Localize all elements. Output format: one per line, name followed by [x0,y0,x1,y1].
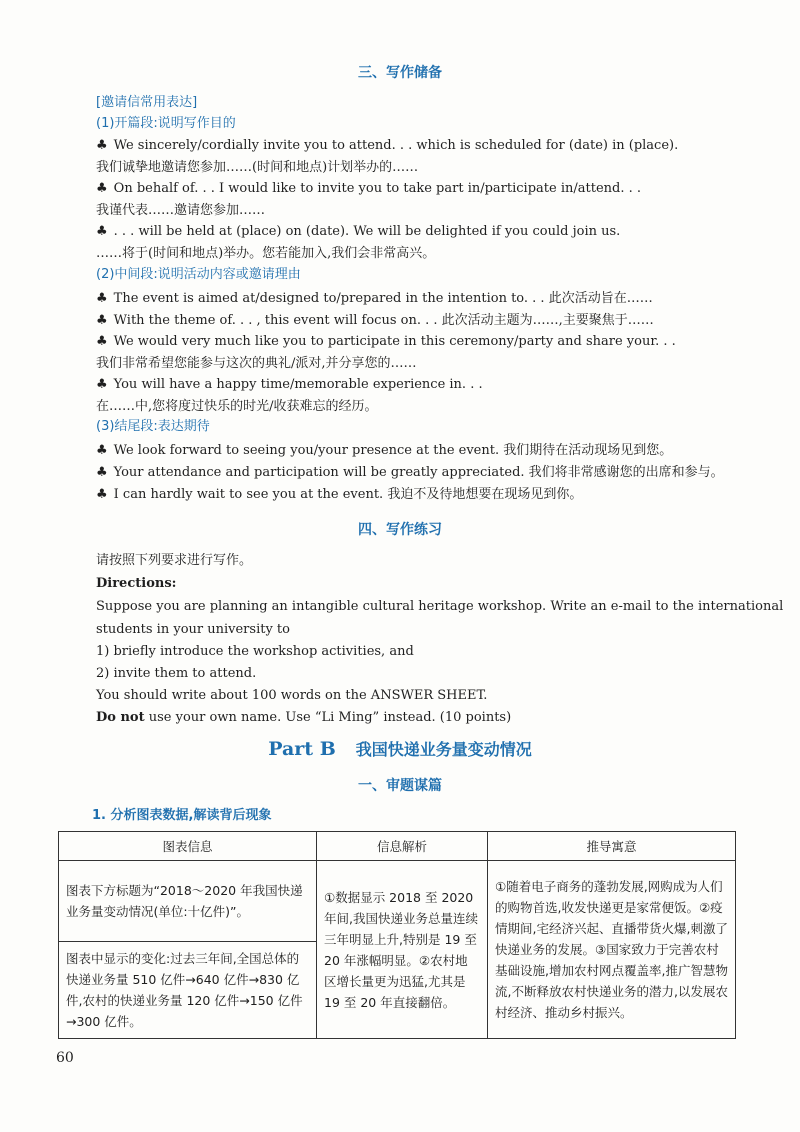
sub-heading-closing: (3)结尾段:表达期待 [96,419,210,434]
expression-text: 我谨代表……邀请您参加…… [96,202,266,218]
section3-title: 三、写作储备 [358,65,442,81]
header-chart-info: 图表信息 [59,832,317,861]
expression-text: . . . will be held at (place) on (date). We will be delighted if you could join us. [113,224,621,239]
expression-line [96,245,435,263]
club-icon: ♣ [96,312,108,328]
expression-line [96,223,620,241]
club-icon: ♣ [96,377,108,392]
expression-line [96,333,676,351]
section4-title: 四、写作练习 [358,522,442,538]
expression-line [96,486,582,504]
bracket-title: [邀请信常用表达] [96,95,198,110]
expression-text: 我们非常希望您能参与这次的典礼/派对,并分享您的…… [96,355,417,371]
club-icon: ♣ [96,465,108,480]
directions-label: Directions: [96,576,177,591]
name-requirement-text: use your own name. Use “Li Ming” instead. (10 points) [144,710,512,725]
expression-line [96,290,653,308]
header-analysis: 信息解析 [317,832,488,861]
expression-line [96,398,378,416]
club-icon: ♣ [96,487,108,502]
expression-text: On behalf of. . . I would like to invite you to take part in/participate in/attend. . . [113,181,641,196]
expression-text: 我们诚挚地邀请您参加……(时间和地点)计划举办的…… [96,159,419,175]
directions-line-2: students in your university to [96,622,290,637]
header-meaning: 推导寓意 [488,832,736,861]
expression-text: ……将于(时间和地点)举办。您若能加入,我们会非常高兴。 [96,245,436,261]
expression-text: The event is aimed at/designed to/prepared in the intention to. . . 此次活动旨在…… [113,291,653,306]
expression-text: We look forward to seeing you/your presence at the event. 我们期待在活动现场见到您。 [113,443,673,458]
expression-text: Your attendance and participation will be greatly appreciated. 我们将非常感谢您的出席和参与。 [113,465,724,480]
analysis-table [58,831,736,1039]
club-icon: ♣ [96,334,108,349]
sub-heading-opening: (1)开篇段:说明写作目的 [96,116,236,131]
name-requirement [96,709,511,727]
partb-sub-title: 一、审题谋篇 [358,778,442,794]
expression-line [96,137,678,155]
club-icon: ♣ [96,291,108,306]
sub-heading-middle: (2)中间段:说明活动内容或邀请理由 [96,267,301,282]
expression-text: You will have a happy time/memorable experience in. . . [113,377,483,392]
cell-chart-info-1: 图表下方标题为“2018～2020 年我国快递业务量变动情况(单位:十亿件)”。 [59,861,317,942]
directions-item-2: 2) invite them to attend. [96,666,257,681]
partb-heading [0,737,800,760]
practice-intro: 请按照下列要求进行写作。 [96,553,253,568]
partb-step: 1. 分析图表数据,解读背后现象 [92,808,272,823]
expression-text: We sincerely/cordially invite you to attend. . . which is scheduled for (date) in (place). [113,138,679,153]
directions-line-1: Suppose you are planning an intangible cultural heritage workshop. Write an e-mail to the international [96,599,784,614]
expression-line [96,464,724,482]
expression-text: I can hardly wait to see you at the event. 我迫不及待地想要在现场见到你。 [113,487,583,502]
cell-meaning: ①随着电子商务的蓬勃发展,网购成为人们的购物首选,收发快递更是家常便饭。②疫情期间,宅经济兴起、直播带货火爆,刺激了快递业务的发展。③国家致力于完善农村基础设施,增加农村网点覆盖率,推广智慧物流,不断释放农村快递业务的潜力,以发展农村经济、推动乡村振兴。 [488,861,736,1039]
expression-text: With the theme of. . . , this event will focus on. . . 此次活动主题为……,主要聚焦于…… [113,312,654,328]
expression-line [96,202,265,220]
partb-title: 我国快递业务量变动情况 [355,740,532,759]
expression-line [96,442,672,460]
cell-analysis: ①数据显示 2018 至 2020 年间,我国快递业务总量连续三年明显上升,特别是 19 至 20 年涨幅明显。②农村地区增长量更为迅猛,尤其是 19 至 20 年直接翻倍。 [317,861,488,1039]
cell-chart-info-2: 图表中显示的变化:过去三年间,全国总体的快递业务量 510 亿件→640 亿件→830 亿件,农村的快递业务量 120 亿件→150 亿件→300 亿件。 [59,942,317,1039]
expression-text: We would very much like you to participate in this ceremony/party and share your. . . [113,334,676,349]
club-icon: ♣ [96,138,108,153]
partb-label: Part B [268,738,336,760]
expression-line [96,159,418,177]
expression-line [96,355,417,373]
directions-item-1: 1) briefly introduce the workshop activities, and [96,644,414,659]
club-icon: ♣ [96,443,108,458]
expression-line [96,180,641,198]
word-requirement: You should write about 100 words on the ANSWER SHEET. [96,688,488,703]
expression-line [96,312,654,330]
club-icon: ♣ [96,181,108,196]
page-number: 60 [56,1050,74,1066]
do-not-label: Do not [96,710,145,725]
expression-line [96,376,483,394]
expression-text: 在……中,您将度过快乐的时光/收获难忘的经历。 [96,398,378,414]
club-icon: ♣ [96,224,108,239]
